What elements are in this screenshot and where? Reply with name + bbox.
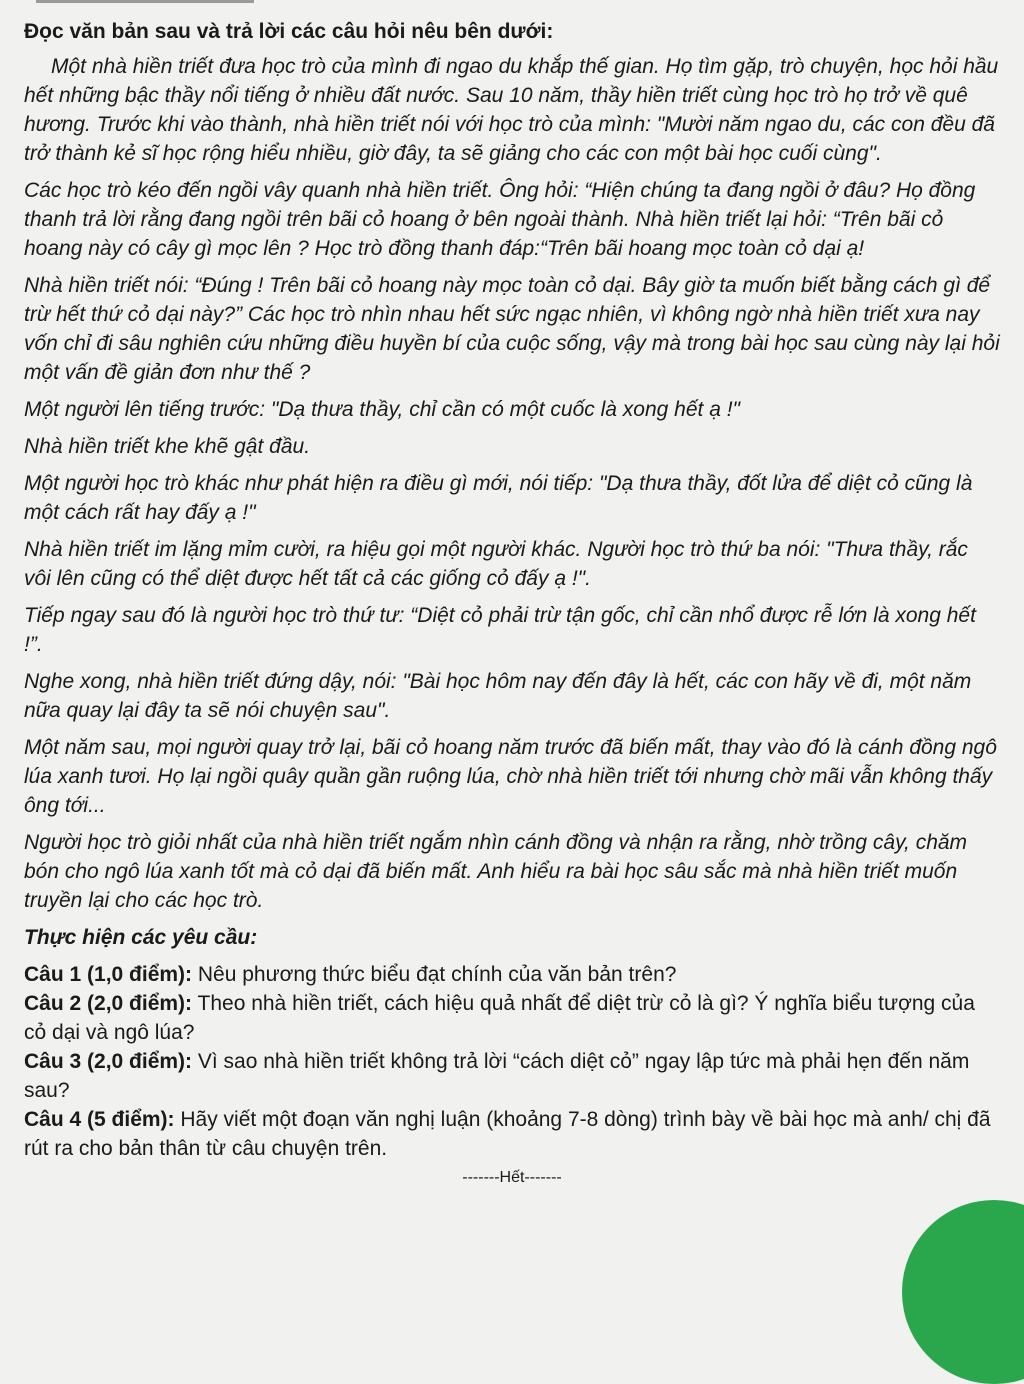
passage-paragraph-11: Người học trò giỏi nhất của nhà hiền triết ngắm nhìn cánh đồng và nhận ra rằng, nhờ trồng cây, chăm bón cho ngô lúa xanh tốt mà cỏ dại đã biến mất. Anh hiểu ra bài học sâu sắc mà nhà hiền triết muốn truyền lại cho các học trò.: [24, 831, 968, 912]
passage-paragraph-7: Nhà hiền triết im lặng mỉm cười, ra hiệu gọi một người khác. Người học trò thứ ba nói: "Thưa thầy, rắc vôi lên cũng có thể diệt được hết tất cả các giống cỏ đấy ạ !".: [24, 538, 968, 590]
question-text: Theo nhà hiền triết, cách hiệu quả nhất để diệt trừ cỏ là gì? Ý nghĩa biểu tượng của cỏ dại và ngô lúa?: [24, 992, 975, 1044]
passage-paragraph-6: Một người học trò khác như phát hiện ra điều gì mới, nói tiếp: "Dạ thưa thầy, đốt lửa để diệt cỏ cũng là một cách rất hay đấy ạ !": [24, 472, 973, 524]
document-heading: Đọc văn bản sau và trả lời các câu hỏi nêu bên dưới:: [24, 20, 554, 43]
question-label: Câu 3 (2,0 điểm):: [24, 1050, 193, 1073]
passage-paragraph-4: Một người lên tiếng trước: "Dạ thưa thầy, chỉ cần có một cuốc là xong hết ạ !": [24, 398, 741, 421]
question-text: Nêu phương thức biểu đạt chính của văn bản trên?: [192, 963, 677, 986]
requirements-title: Thực hiện các yêu cầu:: [24, 926, 258, 949]
question-4: [24, 1105, 1000, 1163]
question-text: Vì sao nhà hiền triết không trả lời “cách diệt cỏ” ngay lập tức mà phải hẹn đến năm sau?: [24, 1050, 970, 1102]
question-list: [24, 960, 1000, 1163]
passage-paragraph-1: Một nhà hiền triết đưa học trò của mình đi ngao du khắp thế gian. Họ tìm gặp, trò chuyện, học hỏi hầu hết những bậc thầy nổi tiếng ở nhiều đất nước. Sau 10 năm, thầy hiền triết cùng học trò họ trở về quê hương. Trước khi vào thành, nhà hiền triết nói với học trò của mình: "Mười năm ngao du, các con đều đã trở thành kẻ sĩ học rộng hiểu nhiều, giờ đây, ta sẽ giảng cho các con một bài học cuối cùng".: [24, 55, 999, 165]
top-rule-divider: [36, 0, 254, 3]
question-text: Hãy viết một đoạn văn nghị luận (khoảng 7-8 dòng) trình bày về bài học mà anh/ chị đã rút ra cho bản thân từ câu chuyện trên.: [24, 1108, 991, 1160]
passage-paragraph-2: Các học trò kéo đến ngồi vây quanh nhà hiền triết. Ông hỏi: “Hiện chúng ta đang ngồi ở đâu? Họ đồng thanh trả lời rằng đang ngồi trên bãi cỏ hoang ở bên ngoài thành. Nhà hiền triết lại hỏi: “Trên bãi cỏ hoang này có cây gì mọc lên ? Học trò đồng thanh đáp:“Trên bãi hoang mọc toàn cỏ dại ạ!: [24, 179, 976, 260]
question-2: [24, 989, 1000, 1047]
passage-paragraph-10: Một năm sau, mọi người quay trở lại, bãi cỏ hoang năm trước đã biến mất, thay vào đó là cánh đồng ngô lúa xanh tươi. Họ lại ngồi quây quần gần ruộng lúa, chờ nhà hiền triết tới nhưng chờ mãi vẫn không thấy ông tới...: [24, 736, 997, 817]
document-page: [24, 18, 1000, 1189]
passage-paragraph-9: Nghe xong, nhà hiền triết đứng dậy, nói: "Bài học hôm nay đến đây là hết, các con hãy về đi, một năm nữa quay lại đây ta sẽ nói chuyện sau".: [24, 670, 972, 722]
floating-action-button[interactable]: [902, 1200, 1024, 1384]
passage-paragraph-8: Tiếp ngay sau đó là người học trò thứ tư: “Diệt cỏ phải trừ tận gốc, chỉ cần nhổ được rễ lớn là xong hết !”.: [24, 604, 976, 656]
question-label: Câu 2 (2,0 điểm):: [24, 992, 193, 1015]
question-label: Câu 1 (1,0 điểm):: [24, 963, 193, 986]
end-marker: -------Hết-------: [462, 1169, 562, 1186]
question-1: [24, 960, 1000, 989]
question-label: Câu 4 (5 điểm):: [24, 1108, 175, 1131]
story-passage: [24, 52, 1000, 915]
question-3: [24, 1047, 1000, 1105]
passage-paragraph-3: Nhà hiền triết nói: “Đúng ! Trên bãi cỏ hoang này mọc toàn cỏ dại. Bây giờ ta muốn biết bằng cách gì để trừ hết thứ cỏ dại này?” Các học trò nhìn nhau hết sức ngạc nhiên, vì không ngờ nhà hiền triết xưa nay vốn chỉ đi sâu nghiên cứu những điều huyền bí của cuộc sống, vậy mà trong bài học sau cùng này lại hỏi một vấn đề giản đơn như thế ?: [24, 274, 1000, 384]
passage-paragraph-5: Nhà hiền triết khe khẽ gật đầu.: [24, 435, 311, 458]
